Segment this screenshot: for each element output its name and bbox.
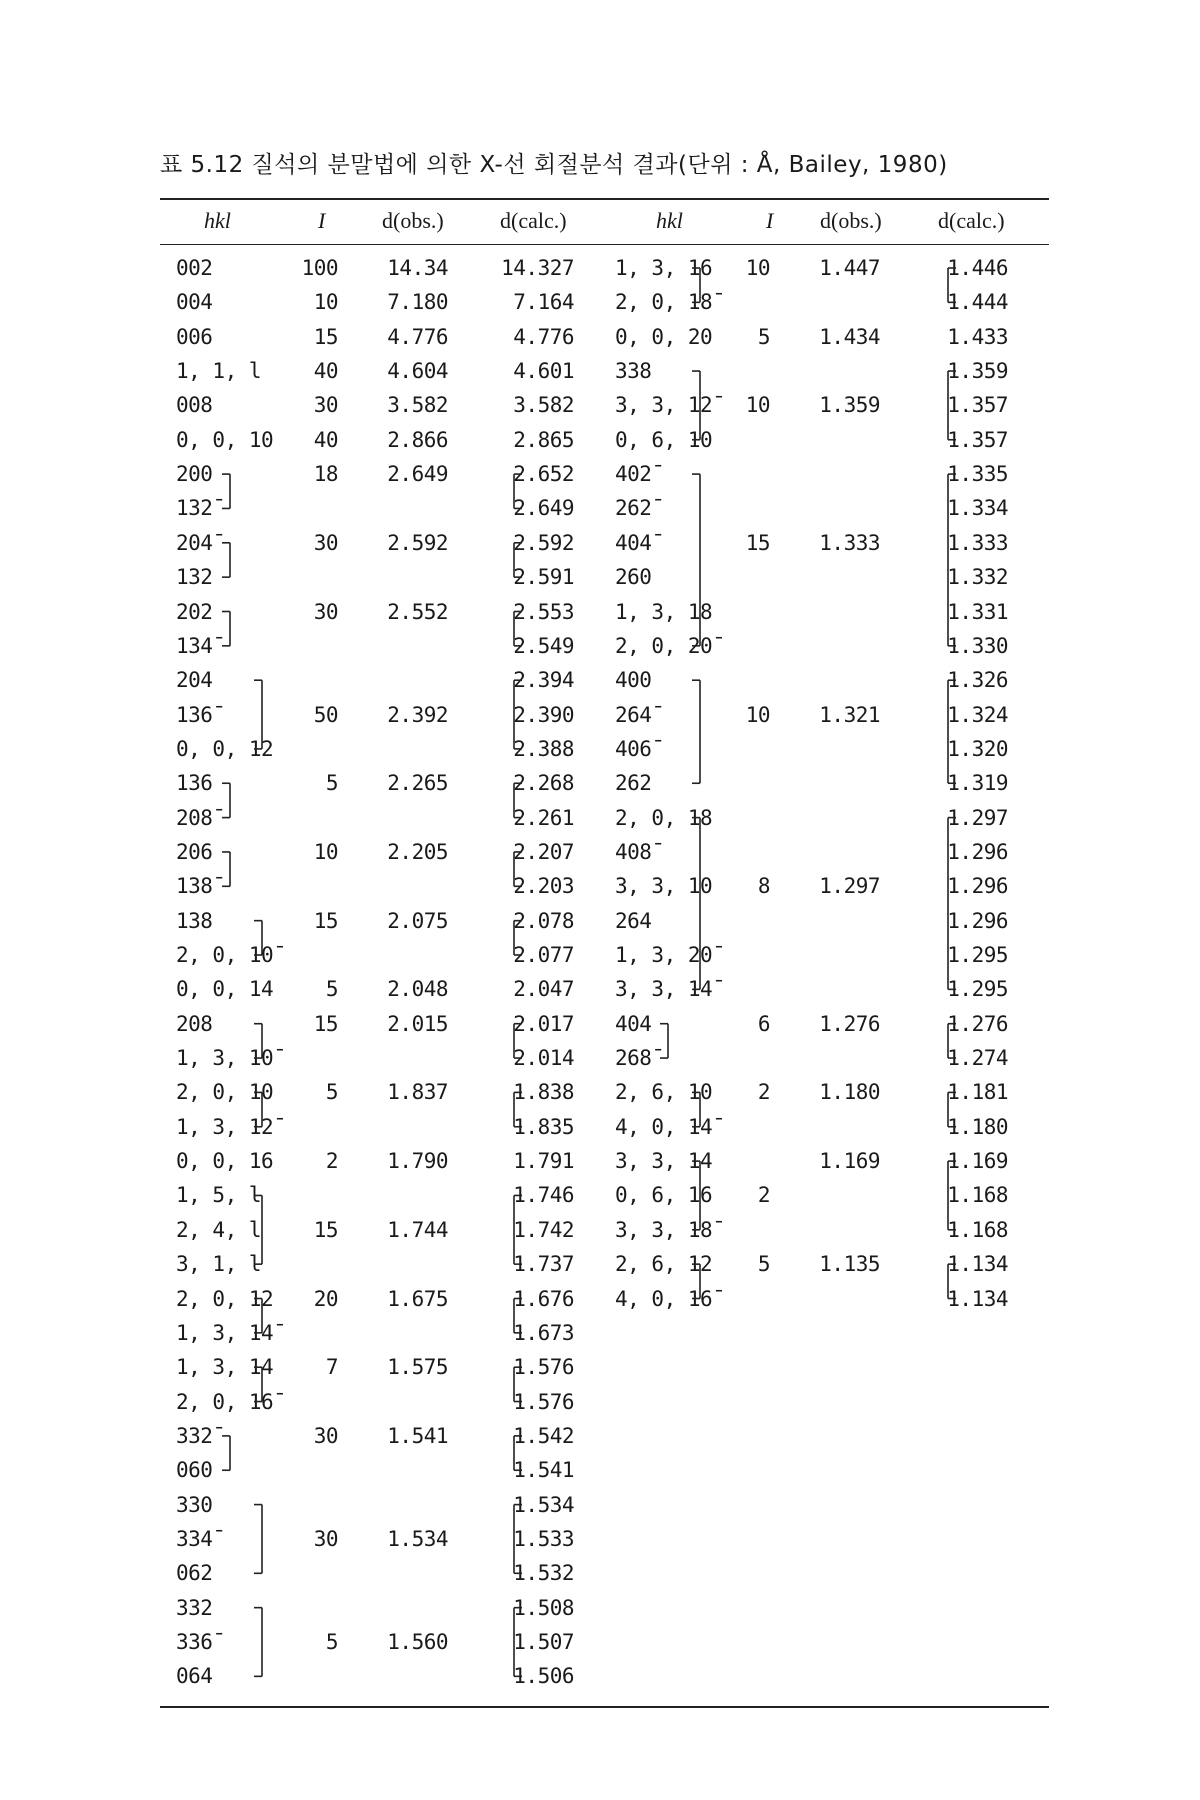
right-hkl-cell: 406̄ (615, 736, 652, 761)
right-dcalc-cell: 1.359 (947, 359, 1008, 384)
left-hkl-cell: 200 (176, 462, 213, 487)
left-hkl-cell: 204̄ (176, 530, 213, 555)
right-dcalc-cell: 1.169 (947, 1149, 1008, 1174)
right-hkl-cell: 268̄ (615, 1046, 652, 1071)
left-hkl-cell: 204 (176, 668, 213, 693)
right-hkl-cell: 1, 3, 20̄ (615, 943, 713, 967)
left-hkl-cell: 1, 3, 14̄ (176, 1320, 274, 1345)
left-dobs-cell: 1.541 (387, 1423, 448, 1448)
left-hkl-cell: 202 (176, 599, 213, 624)
left-I-cell: 30 (313, 393, 338, 418)
header-hkl-right: hkl (656, 208, 683, 233)
right-I-cell: 2 (757, 1183, 770, 1208)
left-I-cell: 5 (325, 977, 338, 1002)
left-hkl-cell: 2, 0, 16̄ (176, 1389, 274, 1414)
left-hkl-cell: 330 (176, 1492, 213, 1517)
left-I-cell: 40 (313, 359, 338, 384)
right-dobs-cell: 1.276 (819, 1011, 880, 1036)
left-dcalc-cell: 2.592 (513, 530, 574, 555)
right-hkl-cell: 264 (615, 908, 652, 933)
left-hkl-cell: 0, 0, 14 (176, 977, 274, 1002)
right-dcalc-cell: 1.297 (947, 805, 1008, 830)
header-dcalc-right: d(calc.) (938, 208, 1005, 233)
right-I-cell: 15 (745, 530, 770, 555)
left-hkl-cell: 0, 0, 10 (176, 427, 274, 452)
left-hkl-cell: 132̄ (176, 496, 213, 521)
right-dcalc-cell: 1.330 (947, 633, 1008, 658)
right-dcalc-cell: 1.168 (947, 1183, 1008, 1208)
left-dcalc-cell: 1.507 (513, 1630, 574, 1654)
left-dobs-cell: 1.560 (387, 1630, 448, 1654)
left-hkl-cell: 136̄ (176, 702, 213, 727)
left-I-cell: 18 (313, 462, 338, 487)
left-hkl-cell: 1, 3, 12̄ (176, 1114, 274, 1139)
right-dcalc-cell: 1.332 (947, 565, 1008, 590)
left-hkl-cell: 060 (176, 1458, 213, 1483)
right-hkl-cell: 2, 0, 18 (615, 805, 713, 830)
left-dobs-cell: 3.582 (387, 393, 448, 418)
right-hkl-cell: 2, 0, 18̄ (615, 290, 713, 315)
left-dcalc-cell: 3.582 (513, 393, 574, 418)
left-I-cell: 20 (313, 1286, 338, 1311)
left-dcalc-cell: 1.791 (513, 1149, 574, 1174)
right-dcalc-cell: 1.320 (947, 736, 1008, 761)
left-dcalc-cell: 1.541 (513, 1458, 574, 1483)
left-hkl-cell: 2, 0, 10̄ (176, 943, 274, 967)
left-hkl-cell: 138 (176, 908, 213, 933)
right-hkl-cell: 3, 3, 14 (615, 1149, 713, 1174)
left-I-cell: 15 (313, 324, 338, 349)
right-dcalc-cell: 1.296 (947, 874, 1008, 899)
left-dobs-cell: 1.675 (387, 1286, 448, 1311)
right-dobs-cell: 1.447 (819, 256, 880, 280)
right-I-cell: 10 (745, 702, 770, 727)
right-dcalc-cell: 1.333 (947, 530, 1008, 555)
right-hkl-cell: 404̄ (615, 530, 652, 555)
right-hkl-cell: 3, 3, 18̄ (615, 1217, 713, 1242)
left-I-cell: 30 (313, 599, 338, 624)
left-dcalc-cell: 2.077 (513, 943, 574, 967)
left-I-cell: 10 (313, 290, 338, 315)
right-hkl-cell: 264̄ (615, 702, 652, 727)
left-dobs-cell: 2.048 (387, 977, 448, 1002)
right-hkl-cell: 3, 3, 10 (615, 874, 713, 899)
left-dcalc-cell: 2.014 (513, 1046, 574, 1071)
right-dcalc-cell: 1.276 (947, 1011, 1008, 1036)
left-dcalc-cell: 2.017 (513, 1011, 574, 1036)
left-dcalc-cell: 1.576 (513, 1355, 574, 1380)
left-dobs-cell: 4.604 (387, 359, 448, 384)
left-hkl-cell: 206 (176, 839, 213, 864)
left-dcalc-cell: 1.742 (513, 1217, 574, 1242)
left-dobs-cell: 2.015 (387, 1011, 448, 1036)
left-dobs-cell: 1.744 (387, 1217, 448, 1242)
left-hkl-cell: 208̄ (176, 805, 213, 830)
left-dcalc-cell: 1.838 (513, 1080, 574, 1105)
right-hkl-cell: 4, 0, 16̄ (615, 1286, 713, 1311)
left-dcalc-cell: 1.576 (513, 1389, 574, 1414)
left-dobs-cell: 2.265 (387, 771, 448, 796)
left-dcalc-cell: 2.388 (513, 736, 574, 761)
right-I-cell: 5 (757, 324, 770, 349)
table-header (160, 202, 1049, 242)
left-dobs-cell: 2.075 (387, 908, 448, 933)
left-dcalc-cell: 2.047 (513, 977, 574, 1002)
right-hkl-cell: 400 (615, 668, 652, 693)
right-dcalc-cell: 1.335 (947, 462, 1008, 487)
left-dcalc-cell: 2.652 (513, 462, 574, 487)
left-dcalc-cell: 14.327 (501, 256, 574, 280)
header-rule (160, 244, 1049, 245)
right-I-cell: 6 (757, 1011, 770, 1036)
right-dobs-cell: 1.434 (819, 324, 880, 349)
right-dcalc-cell: 1.295 (947, 943, 1008, 967)
right-dcalc-cell: 1.326 (947, 668, 1008, 693)
left-dcalc-cell: 1.673 (513, 1320, 574, 1345)
right-dcalc-cell: 1.444 (947, 290, 1008, 315)
left-dobs-cell: 2.866 (387, 427, 448, 452)
left-hkl-cell: 208 (176, 1011, 213, 1036)
left-dcalc-cell: 2.394 (513, 668, 574, 693)
left-hkl-cell: 006 (176, 324, 213, 349)
left-dcalc-cell: 2.549 (513, 633, 574, 658)
left-I-cell: 5 (325, 1080, 338, 1105)
right-dcalc-cell: 1.331 (947, 599, 1008, 624)
left-dcalc-cell: 4.776 (513, 324, 574, 349)
left-I-cell: 15 (313, 1217, 338, 1242)
right-dobs-cell: 1.169 (819, 1149, 880, 1174)
left-dcalc-cell: 2.268 (513, 771, 574, 796)
left-dcalc-cell: 2.078 (513, 908, 574, 933)
left-dcalc-cell: 2.390 (513, 702, 574, 727)
right-hkl-cell: 0, 0, 20 (615, 324, 713, 349)
left-dobs-cell: 2.592 (387, 530, 448, 555)
right-dobs-cell: 1.321 (819, 702, 880, 727)
left-dobs-cell: 2.649 (387, 462, 448, 487)
left-hkl-cell: 064 (176, 1664, 213, 1689)
right-hkl-cell: 1, 3, 16 (615, 256, 713, 280)
left-dobs-cell: 4.776 (387, 324, 448, 349)
left-I-cell: 5 (325, 771, 338, 796)
left-dcalc-cell: 2.591 (513, 565, 574, 590)
left-hkl-cell: 2, 0, 10 (176, 1080, 274, 1105)
right-dcalc-cell: 1.433 (947, 324, 1008, 349)
right-dcalc-cell: 1.334 (947, 496, 1008, 521)
left-dcalc-cell: 2.261 (513, 805, 574, 830)
left-hkl-cell: 002 (176, 256, 213, 280)
table-caption: 표 5.12 질석의 분말법에 의한 X-선 회절분석 결과(단위 : Å, Bailey, 1980) (160, 152, 948, 178)
left-hkl-cell: 008 (176, 393, 213, 418)
left-hkl-cell: 062 (176, 1561, 213, 1586)
right-I-cell: 5 (757, 1252, 770, 1277)
left-I-cell: 15 (313, 1011, 338, 1036)
right-hkl-cell: 260 (615, 565, 652, 590)
right-dcalc-cell: 1.168 (947, 1217, 1008, 1242)
left-dobs-cell: 7.180 (387, 290, 448, 315)
left-dobs-cell: 1.575 (387, 1355, 448, 1380)
left-dcalc-cell: 4.601 (513, 359, 574, 384)
left-dcalc-cell: 2.553 (513, 599, 574, 624)
left-I-cell: 5 (325, 1630, 338, 1654)
left-hkl-cell: 1, 1, l (176, 359, 262, 384)
left-hkl-cell: 1, 3, 10̄ (176, 1046, 274, 1071)
left-hkl-cell: 136 (176, 771, 213, 796)
right-dcalc-cell: 1.134 (947, 1252, 1008, 1277)
right-hkl-cell: 0, 6, 10 (615, 427, 713, 452)
left-hkl-cell: 332̄ (176, 1423, 213, 1448)
right-hkl-cell: 2, 0, 20̄ (615, 633, 713, 658)
left-I-cell: 30 (313, 1526, 338, 1551)
right-hkl-cell: 262̄ (615, 496, 652, 521)
left-dobs-cell: 2.392 (387, 702, 448, 727)
right-dcalc-cell: 1.180 (947, 1114, 1008, 1139)
right-dcalc-cell: 1.324 (947, 702, 1008, 727)
left-dcalc-cell: 1.676 (513, 1286, 574, 1311)
right-dobs-cell: 1.333 (819, 530, 880, 555)
right-dobs-cell: 1.135 (819, 1252, 880, 1277)
right-dcalc-cell: 1.296 (947, 839, 1008, 864)
left-hkl-cell: 334̄ (176, 1526, 213, 1551)
right-dcalc-cell: 1.274 (947, 1046, 1008, 1071)
right-hkl-cell: 402̄ (615, 462, 652, 487)
left-dobs-cell: 2.205 (387, 839, 448, 864)
right-hkl-cell: 2, 6, 12 (615, 1252, 713, 1277)
right-I-cell: 8 (757, 874, 770, 899)
left-dobs-cell: 1.837 (387, 1080, 448, 1105)
left-dobs-cell: 1.790 (387, 1149, 448, 1174)
left-dobs-cell: 2.552 (387, 599, 448, 624)
header-dobs-left: d(obs.) (382, 208, 444, 233)
left-hkl-cell: 0, 0, 12 (176, 736, 274, 761)
left-I-cell: 15 (313, 908, 338, 933)
header-dobs-right: d(obs.) (820, 208, 882, 233)
left-hkl-cell: 134̄ (176, 633, 213, 658)
left-I-cell: 10 (313, 839, 338, 864)
right-dcalc-cell: 1.181 (947, 1080, 1008, 1105)
left-dcalc-cell: 7.164 (513, 290, 574, 315)
left-dobs-cell: 14.34 (387, 256, 448, 280)
left-dobs-cell: 1.534 (387, 1526, 448, 1551)
header-hkl-left: hkl (204, 208, 231, 233)
right-hkl-cell: 0, 6, 16 (615, 1183, 713, 1208)
left-I-cell: 30 (313, 1423, 338, 1448)
right-dcalc-cell: 1.357 (947, 393, 1008, 418)
left-hkl-cell: 1, 5, l (176, 1183, 262, 1208)
left-dcalc-cell: 1.534 (513, 1492, 574, 1517)
left-I-cell: 50 (313, 702, 338, 727)
left-dcalc-cell: 1.508 (513, 1595, 574, 1620)
left-hkl-cell: 0, 0, 16 (176, 1149, 274, 1174)
left-dcalc-cell: 1.737 (513, 1252, 574, 1277)
right-hkl-cell: 408̄ (615, 839, 652, 864)
left-I-cell: 100 (301, 256, 338, 280)
right-hkl-cell: 404 (615, 1011, 652, 1036)
left-hkl-cell: 004 (176, 290, 213, 315)
left-dcalc-cell: 1.542 (513, 1423, 574, 1448)
right-hkl-cell: 262 (615, 771, 652, 796)
left-dcalc-cell: 2.865 (513, 427, 574, 452)
left-dcalc-cell: 2.203 (513, 874, 574, 899)
left-dcalc-cell: 1.533 (513, 1526, 574, 1551)
right-dcalc-cell: 1.357 (947, 427, 1008, 452)
right-dcalc-cell: 1.296 (947, 908, 1008, 933)
left-hkl-cell: 138̄ (176, 874, 213, 899)
header-i-left: I (318, 208, 326, 233)
right-dobs-cell: 1.297 (819, 874, 880, 899)
left-dcalc-cell: 2.649 (513, 496, 574, 521)
left-I-cell: 7 (325, 1355, 338, 1380)
right-dcalc-cell: 1.446 (947, 256, 1008, 280)
right-hkl-cell: 3, 3, 14̄ (615, 977, 713, 1002)
left-I-cell: 40 (313, 427, 338, 452)
left-I-cell: 2 (325, 1149, 338, 1174)
right-hkl-cell: 3, 3, 12̄ (615, 393, 713, 418)
right-hkl-cell: 1, 3, 18 (615, 599, 713, 624)
right-dcalc-cell: 1.319 (947, 771, 1008, 796)
right-dobs-cell: 1.180 (819, 1080, 880, 1105)
right-hkl-cell: 4, 0, 14̄ (615, 1114, 713, 1139)
left-dcalc-cell: 1.532 (513, 1561, 574, 1586)
header-dcalc-left: d(calc.) (500, 208, 567, 233)
left-hkl-cell: 3, 1, l (176, 1252, 262, 1277)
left-hkl-cell: 2, 0, 12 (176, 1286, 274, 1311)
right-I-cell: 2 (757, 1080, 770, 1105)
header-i-right: I (766, 208, 774, 233)
left-hkl-cell: 332 (176, 1595, 213, 1620)
left-hkl-cell: 132 (176, 565, 213, 590)
right-hkl-cell: 338 (615, 359, 652, 384)
left-hkl-cell: 1, 3, 14 (176, 1355, 274, 1380)
right-dcalc-cell: 1.295 (947, 977, 1008, 1002)
left-hkl-cell: 336̄ (176, 1630, 213, 1654)
bottom-rule (160, 1706, 1049, 1708)
top-rule (160, 198, 1049, 200)
left-dcalc-cell: 1.835 (513, 1114, 574, 1139)
left-I-cell: 30 (313, 530, 338, 555)
left-dcalc-cell: 2.207 (513, 839, 574, 864)
right-I-cell: 10 (745, 393, 770, 418)
left-dcalc-cell: 1.746 (513, 1183, 574, 1208)
right-I-cell: 10 (745, 256, 770, 280)
right-hkl-cell: 2, 6, 10 (615, 1080, 713, 1105)
right-dcalc-cell: 1.134 (947, 1286, 1008, 1311)
left-dcalc-cell: 1.506 (513, 1664, 574, 1689)
left-hkl-cell: 2, 4, l (176, 1217, 262, 1242)
right-dobs-cell: 1.359 (819, 393, 880, 418)
